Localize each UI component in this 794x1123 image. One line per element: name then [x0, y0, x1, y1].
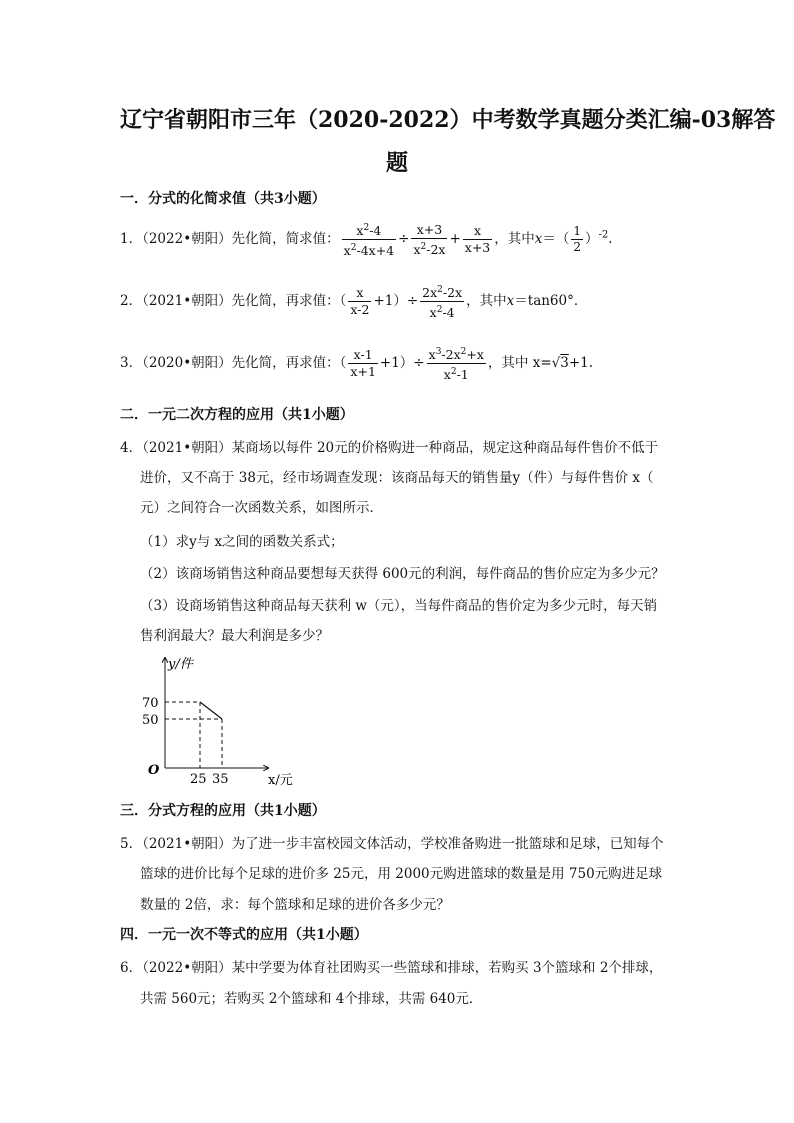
q2-tail: ，其中	[466, 293, 507, 310]
question-4-sub-3b: 售利润最大？最大利润是多少？	[140, 628, 329, 644]
function-segment	[200, 702, 222, 719]
tick-label-35: 35	[212, 772, 229, 787]
q2-prefix: 2．（2021•朝阳）先化简，再求值：	[120, 293, 340, 310]
question-4-line-1: 4．（2021•朝阳）某商场以每件 20元的价格购进一种商品，规定这种商品每件售价不低于	[120, 440, 659, 456]
origin-label: O	[148, 763, 160, 778]
question-1	[120, 220, 622, 259]
q1-fraction-1: $\frac{x^2-4}{x^2-4x+4}$	[342, 220, 396, 259]
q1-divide-sign: ÷	[398, 231, 410, 248]
q3-tail: ，其中 x=	[487, 355, 552, 372]
q1-end: ．	[608, 231, 622, 248]
q1-exponent: -2	[598, 229, 609, 241]
tick-label-25: 25	[190, 772, 207, 787]
q1-fraction-3: $\frac{x}{x+3}$	[464, 223, 491, 256]
q2-fraction-2: $\frac{2x^2-2x}{x^2-4}$	[420, 282, 464, 321]
section-heading-fraction-simplify: 一．分式的化简求值（共3小题）	[120, 191, 326, 207]
question-5-line-2: 篮球的进价比每个足球的进价多 25元，用 2000元购进篮球的数量是用 750元购进足球	[140, 866, 663, 882]
q2-plus-one-divide: +1）÷	[373, 293, 419, 310]
document-title-line1: 辽宁省朝阳市三年（2020-2022）中考数学真题分类汇编-03解答	[120, 107, 776, 133]
q3-prefix: 3．（2020•朝阳）先化简，再求值：	[120, 355, 340, 372]
q1-prefix: 1．（2022•朝阳）先化简，简求值：	[120, 231, 340, 248]
q3-sqrt-value: 3	[560, 355, 569, 372]
q1-close-paren: ）	[585, 231, 599, 248]
q3-plus-one-divide: +1）÷	[379, 355, 425, 372]
tick-label-70: 70	[142, 696, 159, 711]
q1-half-fraction: $\frac{1}{2}$	[573, 224, 582, 255]
q3-open-paren: （	[339, 355, 347, 372]
q2-end: ．	[573, 293, 588, 310]
q3-fraction-1: $\frac{x-1}{x+1}$	[350, 347, 376, 380]
question-4-sub-1: （1）求y与 x之间的函数关系式；	[140, 534, 344, 550]
sales-function-graph	[140, 650, 310, 790]
q1-variable: x	[534, 231, 543, 248]
section-heading-quadratic: 二．一元二次方程的应用（共1小题）	[120, 407, 354, 423]
question-5-line-1: 5．（2021•朝阳）为了进一步丰富校园文体活动，学校准备购进一批篮球和足球，已知每个	[120, 836, 664, 852]
question-4-line-2: 进价，又不高于 38元，经市场调查发现：该商品每天的销售量y（件）与每件售价 x（	[140, 470, 654, 486]
q1-fraction-2: $\frac{x+3}{x^2-2x}$	[413, 221, 446, 257]
question-4-sub-3a: （3）设商场销售这种商品每天获利 w（元），当每件商品的售价定为多少元时，每天销	[140, 598, 658, 614]
tick-label-50: 50	[142, 713, 159, 728]
question-5-line-3: 数量的 2倍，求：每个篮球和足球的进价各多少元？	[140, 897, 450, 913]
q2-open-paren: （	[339, 293, 347, 310]
q1-tail: ，其中	[494, 231, 535, 248]
section-heading-fraction-equation: 三．分式方程的应用（共1小题）	[120, 803, 326, 819]
q3-end: +1.	[568, 355, 594, 372]
q1-plus-sign: +	[449, 231, 461, 248]
q2-equals-tan60: ＝tan60°	[514, 293, 574, 310]
question-6-line-2: 共需 560元；若购买 2个篮球和 4个排球，共需 640元．	[140, 991, 483, 1007]
q3-fraction-2: $\frac{x^3-2x^2+x}{x^2-1}$	[427, 344, 486, 383]
x-axis-label: x/元	[268, 773, 293, 788]
question-6-line-1: 6．（2022•朝阳）某中学要为体育社团购买一些篮球和排球，若购买 3个篮球和 2个排球，	[120, 960, 663, 976]
question-2	[120, 282, 587, 321]
section-heading-inequality: 四．一元一次不等式的应用（共1小题）	[120, 927, 368, 943]
y-axis-label: y/件	[168, 657, 193, 672]
q2-fraction-1: $\frac{x}{x-2}$	[350, 285, 370, 318]
q2-variable: x	[506, 293, 515, 310]
question-3	[120, 344, 593, 383]
q1-equals: ＝（	[542, 231, 570, 248]
sqrt-icon: √	[551, 355, 561, 372]
document-title-line2: 题	[386, 150, 409, 176]
question-4-line-3: 元）之间符合一次函数关系，如图所示．	[140, 500, 383, 516]
question-4-sub-2: （2）该商场销售这种商品要想每天获得 600元的利润，每件商品的售价应定为多少元？	[140, 566, 665, 582]
